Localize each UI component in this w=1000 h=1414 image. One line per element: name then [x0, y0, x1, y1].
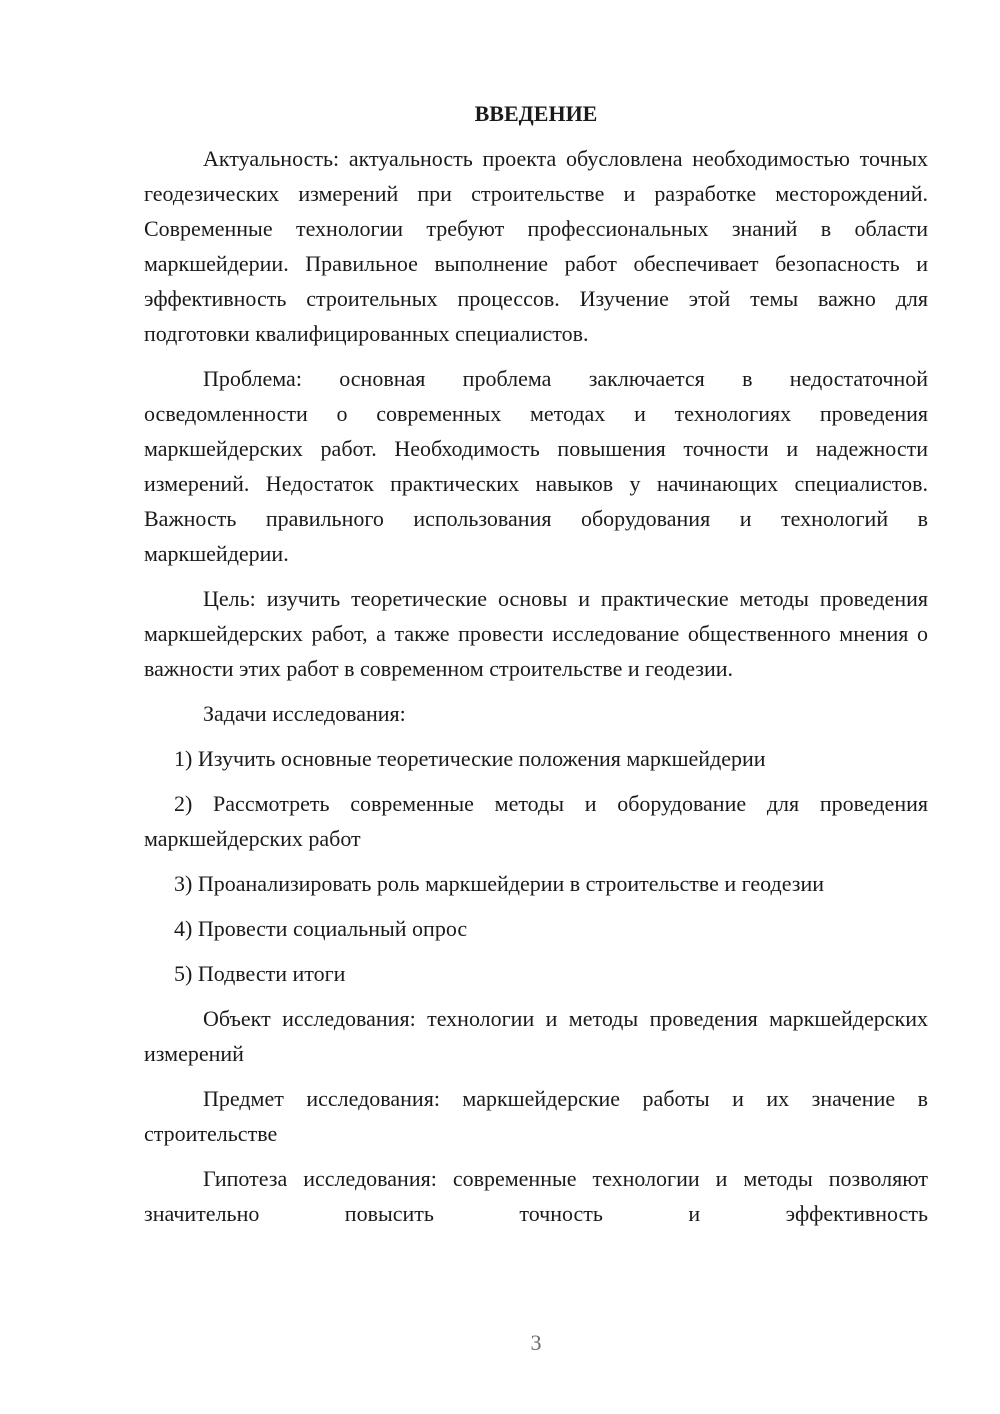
object-paragraph: Объект исследования: технологии и методы проведения маркшейдерских измерений: [144, 1006, 928, 1066]
task-item-3: 3) Проанализировать роль маркшейдерии в строительстве и геодезии: [174, 871, 824, 896]
problem-paragraph: Проблема: основная проблема заключается в недостаточной осведомленности о современных методах и технологиях проведения маркшейдерских работ. Необходимость повышения точности и надежности измерений. Недостаток практических навыков у начинающих специалистов. Важность правильного использования оборудования и технологий в маркшейдерии.: [144, 366, 928, 566]
task-item-5: 5) Подвести итоги: [174, 961, 346, 986]
goal-paragraph: Цель: изучить теоретические основы и практические методы проведения маркшейдерских работ, а также провести исследование общественного мнения о важности этих работ в современном строительстве и геодезии.: [144, 586, 928, 681]
hypothesis-paragraph: Гипотеза исследования: современные технологии и методы позволяют значительно повысить точность и эффективность: [144, 1166, 928, 1226]
page-number: 3: [530, 1330, 542, 1355]
relevance-paragraph: Актуальность: актуальность проекта обусловлена необходимостью точных геодезических измерений при строительстве и разработке месторождений. Современные технологии требуют профессиональных знаний в области маркшейдерии. Правильное выполнение работ обеспечивает безопасность и эффективность строительных процессов. Изучение этой темы важно для подготовки квалифицированных специалистов.: [144, 146, 928, 346]
tasks-title: Задачи исследования:: [203, 701, 406, 726]
document-body: [144, 96, 928, 1241]
section-heading: ВВЕДЕНИЕ: [474, 101, 598, 126]
task-item-4: 4) Провести социальный опрос: [174, 916, 468, 941]
task-item-2: 2) Рассмотреть современные методы и оборудование для проведения маркшейдерских работ: [144, 791, 928, 851]
subject-paragraph: Предмет исследования: маркшейдерские работы и их значение в строительстве: [144, 1086, 928, 1146]
task-item-1: 1) Изучить основные теоретические положения маркшейдерии: [174, 746, 766, 771]
